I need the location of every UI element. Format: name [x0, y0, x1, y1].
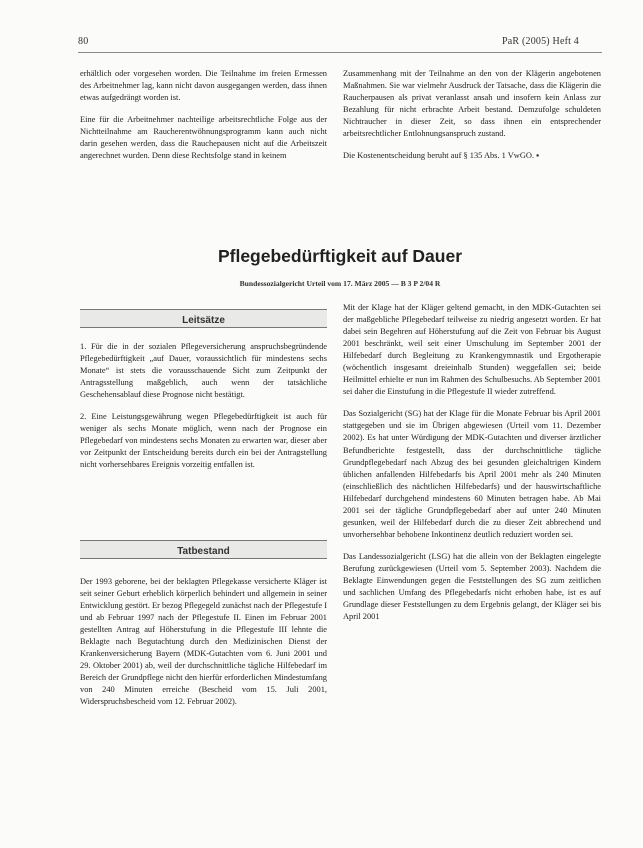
section-heading-leitsaetze	[80, 309, 327, 328]
section-heading-label: Tatbestand	[177, 546, 230, 557]
section-heading-tatbestand	[80, 540, 327, 559]
paragraph: 1. Für die in der sozialen Pflegeversicherung anspruchsbegründende Pflegebedürftigkeit „auf Dauer, voraussichtlich für mindestens sechs Monate“ ist stets die vorausschauende Sicht zum Zeitpunkt der Antragsstellung maßgeblich, auch wenn der tatsächliche Geschehensablauf diese Prognose nicht bestätigt.	[80, 342, 327, 400]
paragraph: Die Kostenentscheidung beruht auf § 135 Abs. 1 VwGO. ▪	[343, 151, 540, 161]
top-right-column	[343, 68, 601, 162]
paragraph: Das Landessozialgericht (LSG) hat die allein von der Beklagten eingelegte Berufung zurückgewiesen (Urteil vom 5. September 2003). Nachdem die Beklagte Einwendungen gegen die Feststellungen des SG zum zeitlichen und sachlichen Umfang des Pflegebedarfs nicht erhoben habe, ist es auf Grundlage dieser Feststellungen zu dem Ergebnis gelangt, der Kläger sei bis April 2001	[343, 551, 601, 622]
paragraph: erhältlich oder vorgesehen worden. Die Teilnahme im freien Ermessen des Arbeitnehmer lag, kann nicht davon ausgegangen werden, dass ihnen etwas aufgedrängt worden ist.	[80, 69, 327, 103]
article-title: Pflegebedürftigkeit auf Dauer	[217, 246, 463, 266]
paragraph: Mit der Klage hat der Kläger geltend gemacht, in den MDK-Gutachten sei der maßgebliche Pflegebedarf teilweise zu niedrig angesetzt worden. Er hat dabei sein Begehren auf Höherstufung auf die Zeit von Februar bis August 2001 beschränkt, weil seit einer Umschulung im September 2001 der Hilfebedarf durch Begleitung zu Krankengymnastik und Ergotherapie (wöchentlich insgesamt dreieinhalb Stunden) weggefallen sei; beide Heilmittel erhielte er nun im Rahmen des Schulbesuchs. Ab September 2001 sei daher die Einstufung in die Pflegestufe II wieder zutreffend.	[343, 303, 601, 397]
leitsaetze-body	[80, 341, 327, 471]
paragraph: Der 1993 geborene, bei der beklagten Pflegekasse versicherte Kläger ist seit seiner Geburt erheblich körperlich behindert und allgemein in seiner Entwicklung gestört. Er bezog Pflegegeld zunächst nach der Pflegestufe I und ab Februar 1997 nach der Pflegestufe II. Einen im Februar 2001 gestellten Antrag auf Höherstufung in die Pflegestufe III lehnte die Beklagte nach Begutachtung durch den Medizinischen Dienst der Krankenversicherung Bayern (MDK-Gutachten vom 6. Juni 2001 und 29. Oktober 2001) ab, weil der durchschnittliche tägliche Hilfebedarf im Bereich der Grundpflege nicht den hierfür erforderlichen Mindestumfang von 240 Minuten erreiche (Bescheid vom 15. Juli 2001, Widerspruchsbescheid vom 12. Februar 2002).	[80, 577, 327, 707]
right-column-body	[343, 302, 601, 623]
header-rule	[78, 52, 602, 53]
paragraph: Zusammenhang mit der Teilnahme an den von der Klägerin angebotenen Maßnahmen. Sie war vielmehr Ausdruck der Tatsache, dass die Klägerin die Raucherpausen als privat veranlasst ansah und insofern kein Anlass zur Bezahlung für nicht erbrachte Arbeit bestand. Demzufolge schuldeten Nichtraucher in dieser Zeit, so dass ihnen ein entsprechender arbeitsrechtlicher Entlohnungsanspruch zustand.	[343, 69, 601, 139]
section-heading-label: Leitsätze	[182, 315, 225, 326]
page-number: 80	[78, 36, 89, 47]
tatbestand-body	[80, 576, 327, 709]
paragraph: Das Sozialgericht (SG) hat der Klage für die Monate Februar bis April 2001 stattgegeben und sie im Übrigen abgewiesen (Urteil vom 11. Dezember 2002). Es hat unter Würdigung der MDK-Gutachten und diverser ärztlicher Befundberichte festgestellt, dass der durchschnittliche tägliche Grundpflegebedarf nach Abzug des bei gesunden gleichaltrigen Kindern üblichen anfallenden Hilfebedarfs bis April 2001 mehr als 240 Minuten (einschließlich des nächtlichen Hilfebedarfs) und der hauswirtschaftliche Hilfebedarf durchgehend mindestens 60 Minuten betragen habe. Ab Mai 2001 sei der tägliche Grundpflegebedarf aber auf unter 240 Minuten gesunken, weil der Hilfebedarf durch die zu dieser Zeit abbrechend und unvorhersehbar behobene Inkontinenz deutlich reduziert worden sei.	[343, 409, 601, 539]
journal-header: PaR (2005) Heft 4	[502, 36, 579, 47]
paragraph: 2. Eine Leistungsgewährung wegen Pflegebedürftigkeit ist auch für weniger als sechs Monate möglich, wenn nach der Prognose ein Pflegebedarf von mindestens sechs Monaten zu erwarten war, dieser aber vor Zeitpunkt der Entscheidung bereits durch ein bei der Antragstellung nicht vorhersehbares Ereignis vorzeitig entfallen ist.	[80, 412, 327, 470]
article-subtitle: Bundessozialgericht Urteil vom 17. März 2005 — B 3 P 2/04 R	[239, 279, 441, 288]
paragraph: Eine für die Arbeitnehmer nachteilige arbeitsrechtliche Folge aus der Nichtteilnahme am Raucherentwöhnungsprogramm kann auch nicht darin gesehen werden, dass die Rauchepausen nicht auf die Arbeitszeit angerechnet wurden. Denn diese Rechtsfolge stand in keinem	[80, 115, 327, 161]
top-left-column	[80, 68, 327, 162]
